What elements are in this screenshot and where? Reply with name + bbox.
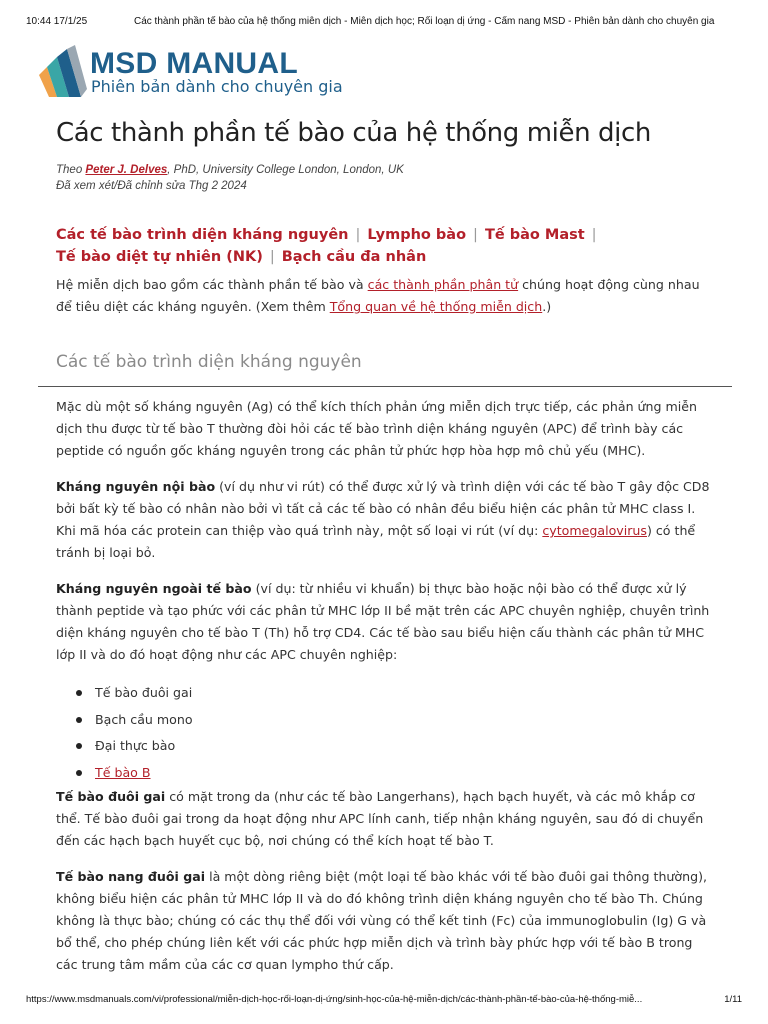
intro-paragraph: [56, 274, 716, 318]
page-number: 1/11: [724, 994, 742, 1005]
paragraph-dendritic-cells: [56, 786, 716, 852]
intro-text: .): [542, 299, 552, 314]
paragraph-text: (ví dụ: từ nhiều vi khuẩn) bị thực bào hoặc nội bào có thể được xử lý thành peptide và tạo phức với các phân tử MHC lớp II bề mặt trên các APC chuyên nghiệp, chuyên trình diện kháng nguyên cho tế bào T (Th) hỗ trợ CD4. Các tế bào sau biểu hiện cấu thành các phân tử MHC lớp II và do đó hoạt động như các APC chuyên nghiệp:: [56, 581, 710, 662]
nav-link-apc[interactable]: Các tế bào trình diện kháng nguyên: [56, 227, 349, 243]
paragraph-apc-intro: Mặc dù một số kháng nguyên (Ag) có thể kích thích phản ứng miễn dịch trực tiếp, các phản ứng miễn dịch thu được từ tế bào T thường đòi hỏi các tế bào trình diện kháng nguyên (APC) để trình bày các peptide có nguồn gốc kháng nguyên trong các phân tử phức hợp hòa hợp mô chủ yếu (MHC).: [56, 399, 698, 458]
nav-link-lymphocytes[interactable]: Lympho bào: [367, 227, 467, 243]
paragraph-text: là một dòng riêng biệt (một loại tế bào khác với tế bào đuôi gai thông thường), không biểu hiện các phân tử MHC lớp II và do đó không trình diện kháng nguyên cho tế bào Th. Chúng không là thực bào; chúng có các thụ thể đối với vùng có thể kết tinh (Fc) của immunoglobulin (Ig) G và bổ thể, cho phép chúng liên kết với các phức hợp miễn dịch và trình bày phức hợp với tế bào B trong các trung tâm mầm của các cơ quan lympho thứ cấp.: [56, 869, 708, 972]
msd-logo-mark-icon: [35, 45, 87, 101]
review-date: Đã xem xét/Đã chỉnh sửa Thg 2 2024: [56, 180, 247, 192]
term-follicular-dendritic-cells: Tế bào nang đuôi gai: [56, 869, 206, 884]
section-nav: [56, 224, 716, 268]
byline: [56, 162, 404, 194]
paragraph-text: có mặt trong da (như các tế bào Langerhans), hạch bạch huyết, và các mô khắp cơ thể. Tế bào đuôi gai trong da hoạt động như APC lính canh, tiếp nhận kháng nguyên, sau đó di chuyển đến các hạch bạch huyết cục bộ, nơi chúng có thể kích hoạt tế bào T.: [56, 789, 704, 848]
b-cells-link[interactable]: Tế bào B: [95, 765, 151, 781]
nav-separator: |: [473, 227, 478, 243]
nav-separator: |: [591, 227, 597, 243]
list-item: Bạch cầu mono: [76, 707, 193, 734]
paragraph-text: (ví dụ như vi rút) có thể được xử lý và trình diện với các tế bào T gây độc CD8 bởi bất kỳ tế bào có nhân nào bởi vì tất cả các tế bào có nhân đều biểu hiện các phân tử MHC class I. Khi mã hóa các protein can thiệp vào quá trình này, một số loại vi rút (ví dụ:: [56, 479, 710, 538]
nav-separator: |: [269, 249, 275, 265]
apc-list: [76, 680, 193, 787]
term-intracellular-antigens: Kháng nguyên nội bào: [56, 479, 216, 494]
logo-brand: MSD MANUAL: [90, 47, 298, 80]
print-timestamp: 10:44 17/1/25: [26, 16, 88, 27]
list-item: Đại thực bào: [76, 733, 193, 760]
logo-tagline: Phiên bản dành cho chuyên gia: [91, 77, 343, 96]
author-link[interactable]: Peter J. Delves: [85, 164, 168, 176]
print-url: https://www.msdmanuals.com/vi/professional/miễn-dịch-học-rối-loạn-dị-ứng/sinh-học-của-hệ-miễn-dịch/các-thành-phần-tế-bào-của-hệ-thống-miễ...: [26, 994, 643, 1005]
page-title: Các thành phần tế bào của hệ thống miễn dịch: [56, 118, 651, 148]
term-extracellular-antigens: Kháng nguyên ngoài tế bào: [56, 581, 252, 596]
msd-manual-logo[interactable]: [35, 45, 375, 101]
list-item: Tế bào đuôi gai: [76, 680, 193, 707]
byline-prefix: Theo: [56, 164, 83, 176]
nav-separator: |: [355, 227, 361, 243]
immune-overview-link[interactable]: Tổng quan về hệ thống miễn dịch: [329, 299, 543, 314]
paragraph-intracellular-antigens: [56, 476, 716, 564]
intro-text: Hệ miễn dịch bao gồm các thành phần tế bào và: [56, 277, 368, 292]
nav-link-nk-cells[interactable]: Tế bào diệt tự nhiên (NK): [56, 249, 263, 265]
term-dendritic-cells: Tế bào đuôi gai: [56, 789, 166, 804]
section-heading-apc: Các tế bào trình diện kháng nguyên: [56, 352, 362, 372]
print-footer: [26, 994, 742, 1008]
print-header: [26, 16, 742, 30]
print-document-title: Các thành phần tế bào của hệ thống miễn dịch - Miễn dịch học; Rối loạn dị ứng - Cẩm nang MSD - Phiên bản dành cho chuyên gia: [134, 16, 715, 27]
paragraph-text: ) có thể tránh bị loại bỏ.: [56, 523, 696, 560]
nav-link-polymorphonuclear[interactable]: Bạch cầu đa nhân: [281, 249, 427, 265]
list-item: [76, 760, 193, 787]
molecular-components-link[interactable]: các thành phần phân tử: [367, 277, 519, 292]
author-affiliation: , PhD, University College London, London, UK: [167, 164, 404, 176]
paragraph-extracellular-antigens: [56, 578, 716, 666]
intro-text: chúng hoạt động cùng nhau để tiêu diệt các kháng nguyên. (Xem thêm: [56, 277, 700, 314]
section-divider: [38, 386, 732, 387]
cytomegalovirus-link[interactable]: cytomegalovirus: [542, 523, 647, 538]
paragraph-follicular-dendritic-cells: [56, 866, 716, 976]
nav-link-mast-cells[interactable]: Tế bào Mast: [484, 227, 585, 243]
